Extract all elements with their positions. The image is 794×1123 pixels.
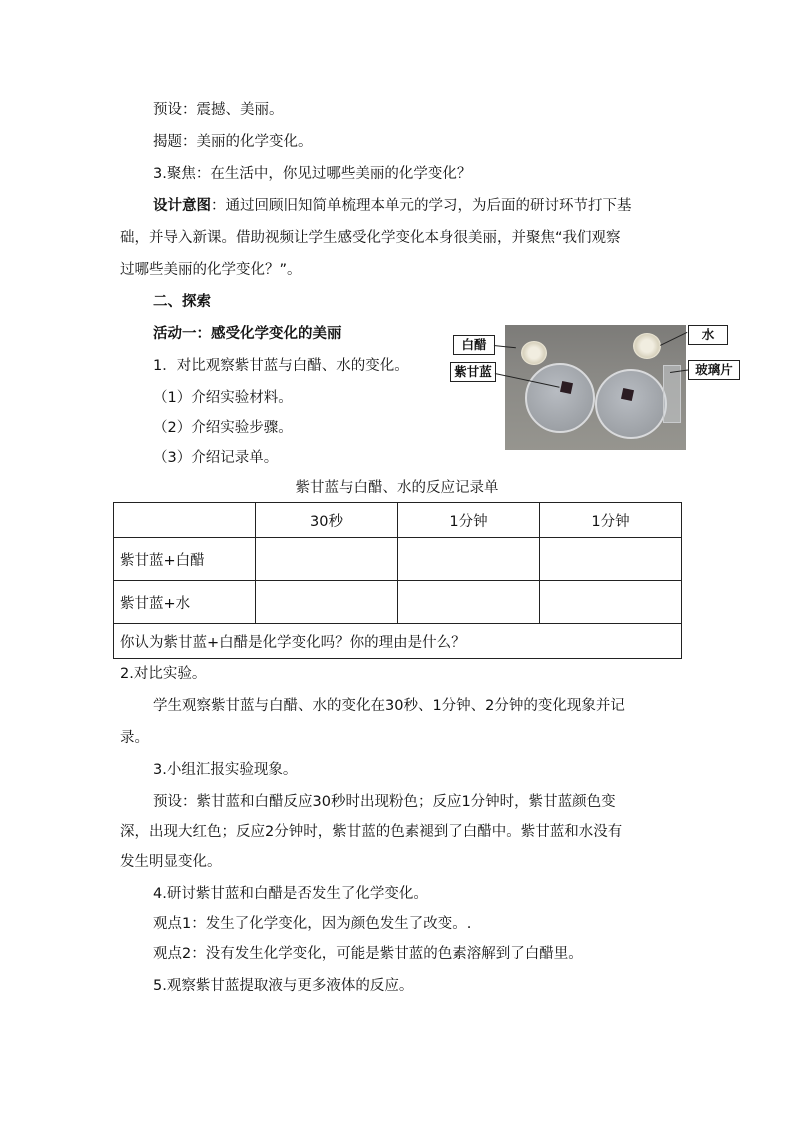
petri-dish-right bbox=[595, 369, 667, 439]
table-header-cell: 1分钟 bbox=[540, 503, 682, 538]
text-line: （2）介绍实验步骤。 bbox=[153, 420, 293, 436]
row-label: 紫甘蓝+水 bbox=[114, 581, 256, 624]
design-intent-text: ：通过回顾旧知简单梳理本单元的学习，为后面的研讨环节打下基 bbox=[211, 198, 632, 214]
table-header-cell: 1分钟 bbox=[398, 503, 540, 538]
cabbage-piece-right bbox=[621, 388, 634, 401]
question-cell: 你认为紫甘蓝+白醋是化学变化吗？你的理由是什么？ bbox=[114, 624, 682, 659]
cabbage-piece-left bbox=[560, 381, 573, 394]
activity-heading: 活动一：感受化学变化的美丽 bbox=[153, 326, 342, 342]
record-cell bbox=[398, 581, 540, 624]
table-row bbox=[114, 538, 682, 581]
text-line: 观点1：发生了化学变化，因为颜色发生了改变。. bbox=[153, 916, 472, 932]
section-heading: 二、探索 bbox=[153, 294, 211, 310]
record-table bbox=[113, 502, 682, 659]
text-line: 发生明显变化。 bbox=[120, 854, 222, 870]
text-line: 2.对比实验。 bbox=[120, 666, 207, 682]
text-line: 过哪些美丽的化学变化？”。 bbox=[120, 262, 302, 278]
text-line: （1）介绍实验材料。 bbox=[153, 390, 293, 406]
record-cell bbox=[256, 581, 398, 624]
text-line: 深，出现大红色；反应2分钟时，紫甘蓝的色素褪到了白醋中。紫甘蓝和水没有 bbox=[120, 824, 623, 840]
table-header-cell bbox=[114, 503, 256, 538]
design-intent-heading: 设计意图 bbox=[153, 198, 211, 214]
record-cell bbox=[540, 581, 682, 624]
petri-dish-left bbox=[525, 363, 595, 433]
text-line: 录。 bbox=[120, 730, 149, 746]
label-cabbage: 紫甘蓝 bbox=[450, 362, 496, 382]
experiment-photo bbox=[505, 325, 686, 450]
table-row bbox=[114, 581, 682, 624]
table-header-cell: 30秒 bbox=[256, 503, 398, 538]
text-line: 学生观察紫甘蓝与白醋、水的变化在30秒、1分钟、2分钟的变化现象并记 bbox=[153, 698, 625, 714]
label-glass-slide: 玻璃片 bbox=[688, 360, 740, 380]
vinegar-cup bbox=[521, 341, 547, 365]
label-water: 水 bbox=[688, 325, 728, 345]
text-line: 观点2：没有发生化学变化，可能是紫甘蓝的色素溶解到了白醋里。 bbox=[153, 946, 583, 962]
table-caption: 紫甘蓝与白醋、水的反应记录单 bbox=[295, 480, 499, 496]
table-question-row bbox=[114, 624, 682, 659]
record-cell bbox=[540, 538, 682, 581]
text-line: 础，并导入新课。借助视频让学生感受化学变化本身很美丽，并聚焦“我们观察 bbox=[120, 230, 621, 246]
label-vinegar: 白醋 bbox=[453, 335, 495, 355]
record-cell bbox=[256, 538, 398, 581]
text-line: 5.观察紫甘蓝提取液与更多液体的反应。 bbox=[153, 978, 414, 994]
record-cell bbox=[398, 538, 540, 581]
table-header-row bbox=[114, 503, 682, 538]
glass-slide bbox=[663, 365, 681, 423]
text-line: 3.小组汇报实验现象。 bbox=[153, 762, 298, 778]
row-label: 紫甘蓝+白醋 bbox=[114, 538, 256, 581]
text-line: 3.聚焦：在生活中，你见过哪些美丽的化学变化？ bbox=[153, 166, 472, 182]
text-line: （3）介绍记录单。 bbox=[153, 450, 279, 466]
text-line: 揭题：美丽的化学变化。 bbox=[153, 134, 313, 150]
text-line: 预设：紫甘蓝和白醋反应30秒时出现粉色；反应1分钟时，紫甘蓝颜色变 bbox=[153, 794, 616, 810]
text-line: 1．对比观察紫甘蓝与白醋、水的变化。 bbox=[153, 358, 409, 374]
text-line: 4.研讨紫甘蓝和白醋是否发生了化学变化。 bbox=[153, 886, 428, 902]
text-line: 预设：震撼、美丽。 bbox=[153, 102, 284, 118]
water-cup bbox=[633, 333, 661, 359]
design-intent-line bbox=[153, 196, 632, 216]
